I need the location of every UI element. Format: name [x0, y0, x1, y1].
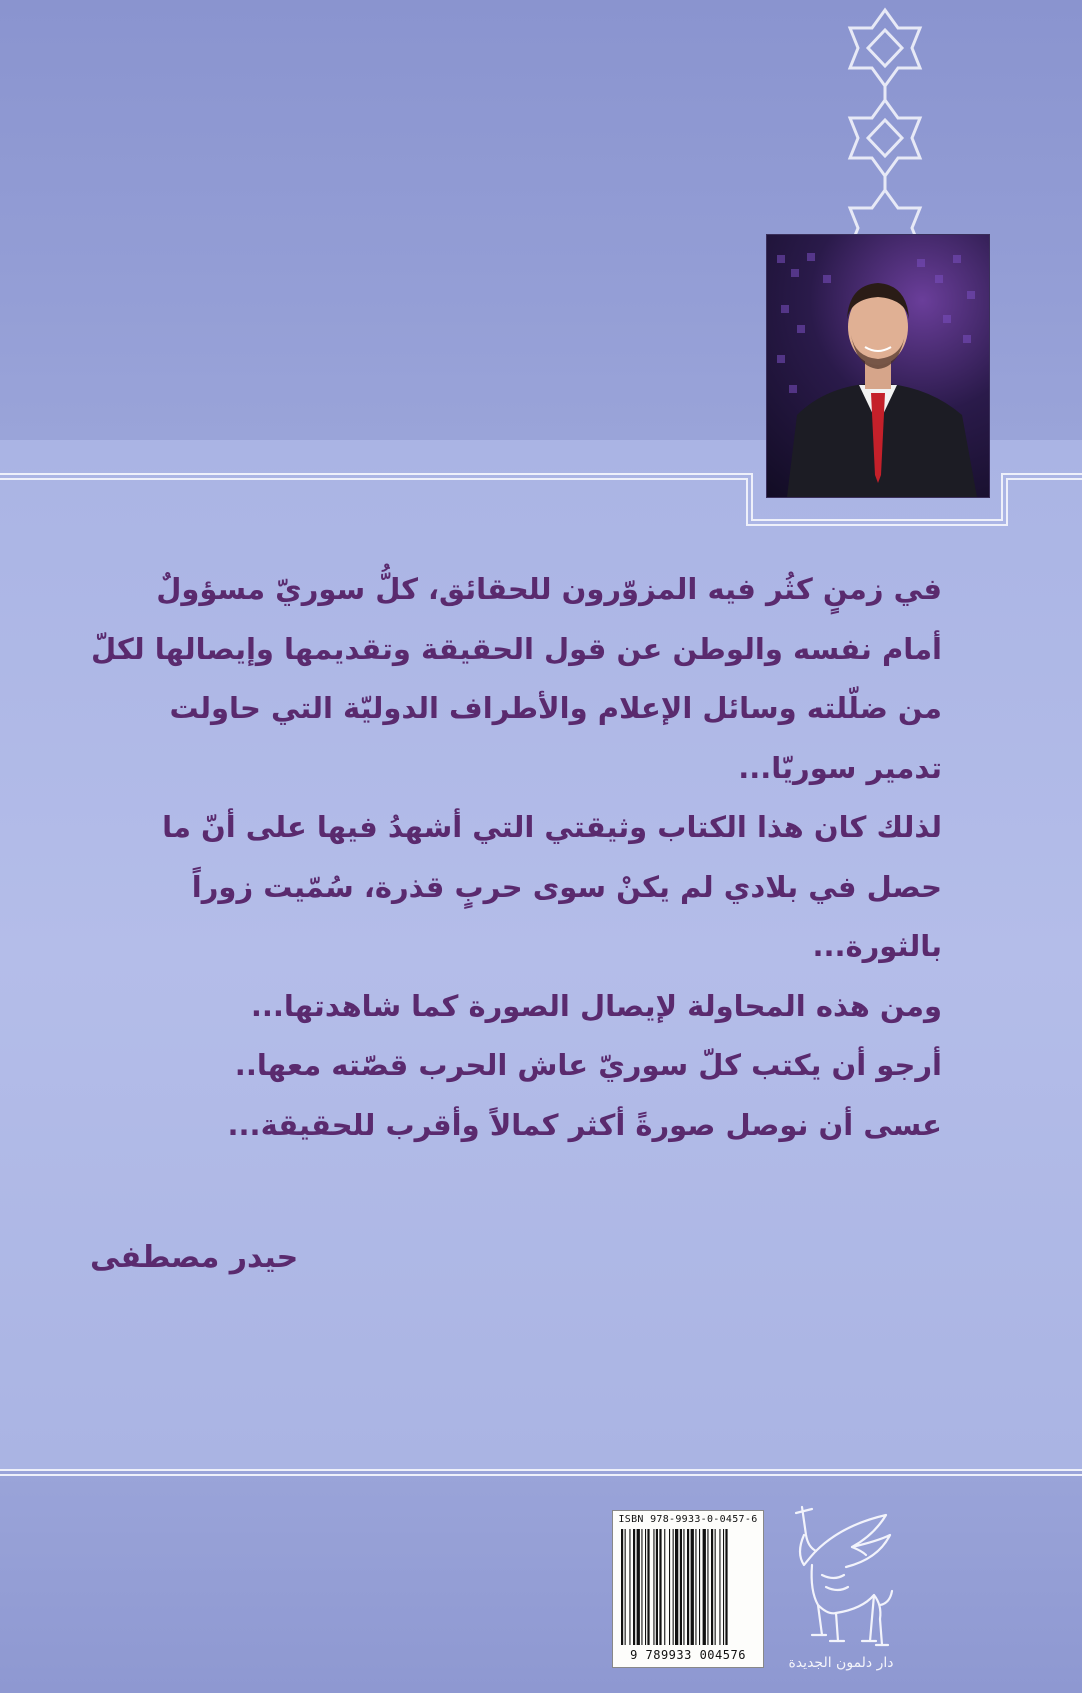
paragraph-2: لذلك كان هذا الكتاب وثيقتي التي أشهدُ فيها على أنّ ما حصل في بلادي لم يكنْ سوى حربٍ قذرة، سُمّيت زوراً بالثورة... [162, 810, 942, 963]
paragraph-3: ومن هذه المحاولة لإيصال الصورة كما شاهدتها... [250, 988, 942, 1023]
publisher-name: دار دلمون الجديدة [788, 1655, 894, 1671]
isbn-label: ISBN 978-9933-0-0457-6 [618, 1514, 758, 1525]
author-signature [90, 1240, 942, 1275]
paragraph-5: عسى أن نوصل صورةً أكثر كمالاً وأقرب للحقيقة... [227, 1107, 942, 1142]
publisher-lamassu-logo-icon [782, 1495, 900, 1675]
blurb-text [90, 560, 942, 1155]
paragraph-4: أرجو أن يكتب كلّ سوريّ عاش الحرب قصّته معها.. [234, 1048, 942, 1082]
author-photo [766, 234, 990, 498]
bottom-band [0, 1470, 1082, 1693]
barcode-bars-icon [619, 1529, 757, 1645]
barcode-digits: 9 789933 004576 [630, 1648, 746, 1662]
geometric-ornament-icon [810, 0, 960, 240]
author-name: حيدر مصطفى [90, 1240, 299, 1275]
paragraph-1: في زمنٍ كثُر فيه المزوّرون للحقائق، كلُّ سوريّ مسؤولٌ أمام نفسه والوطن عن قول الحقيقة وتقديمها وإيصالها لكلّ من ضلّلته وسائل الإعلام والأطراف الدوليّة التي حاولت تدمير سوريّا... [90, 572, 942, 785]
isbn-barcode [612, 1510, 764, 1668]
